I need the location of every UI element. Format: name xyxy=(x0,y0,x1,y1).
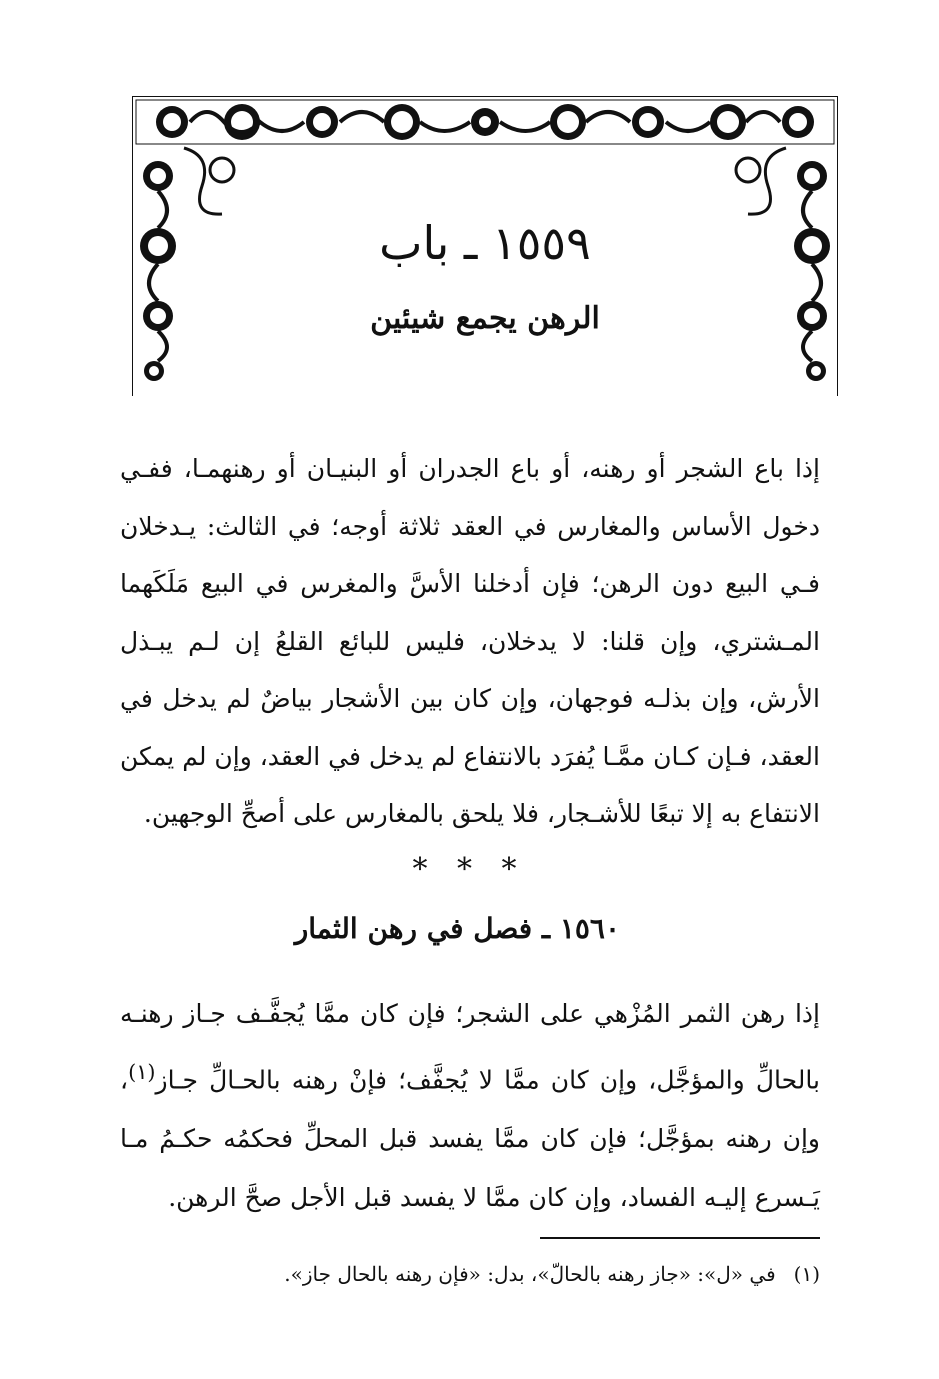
footnote-number: (١) xyxy=(793,1262,820,1286)
chapter-subtitle: الرهن يجمع شيئين xyxy=(370,301,600,336)
footnote xyxy=(120,1262,820,1286)
ornamental-header-frame xyxy=(132,96,838,396)
body-paragraph-2 xyxy=(120,984,820,1227)
section-heading: ١٥٦٠ ـ فصل في رهن الثمار xyxy=(294,912,620,945)
chapter-title: ١٥٥٩ ـ باب xyxy=(379,216,591,270)
footnote-text: في «ل»: «جاز رهنه بالحالّ»، بدل: «فإن رهنه بالحال جاز». xyxy=(284,1262,776,1286)
footnote-divider xyxy=(540,1237,820,1239)
section-separator: * * * xyxy=(412,852,527,887)
paragraph-2-text-end: ، وإن رهنه بمؤجَّل؛ فإن كان ممَّا يفسد قبل المحلِّ فحكمُه حكـمُ مـا يَـسرع إليـه الفساد، وإن كان ممَّا لا يفسد قبل الأجل صحَّ الرهن. xyxy=(120,1065,820,1213)
body-paragraph-1: إذا باع الشجر أو رهنه، أو باع الجدران أو البنيـان أو رهنهمـا، ففـي دخول الأساس والمغارس في العقد ثلاثة أوجه؛ في الثالث: يـدخلان فـي البيع دون الرهن؛ فإن أدخلنا الأسَّ والمغرس في البيع مَلَكَهما المـشتري، وإن قلنا: لا يدخلان، فليس للبائع القلعُ إن لـم يبـذل الأرش، وإن بذلـه فوجهان، وإن كان بين الأشجار بياضٌ لم يدخل في العقد، فـإن كـان ممَّـا يُفرَد بالانتفاع لم يدخل في العقد، وإن لم يمكن الانتفاع به إلا تبعًا للأشـجار، فلا يلحق بالمغارس على أصحِّ الوجهين. xyxy=(120,454,820,828)
footnote-reference[interactable]: (١) xyxy=(128,1060,156,1084)
paragraph-2-text-start: إذا رهن الثمر المُزْهي على الشجر؛ فإن كان ممَّا يُجفَّـف جـاز رهنـه بالحالِّ والمؤجَّل، وإن كان ممَّا لا يُجفَّف؛ فإنْ رهنه بالحـالِّ جـاز xyxy=(120,999,820,1095)
